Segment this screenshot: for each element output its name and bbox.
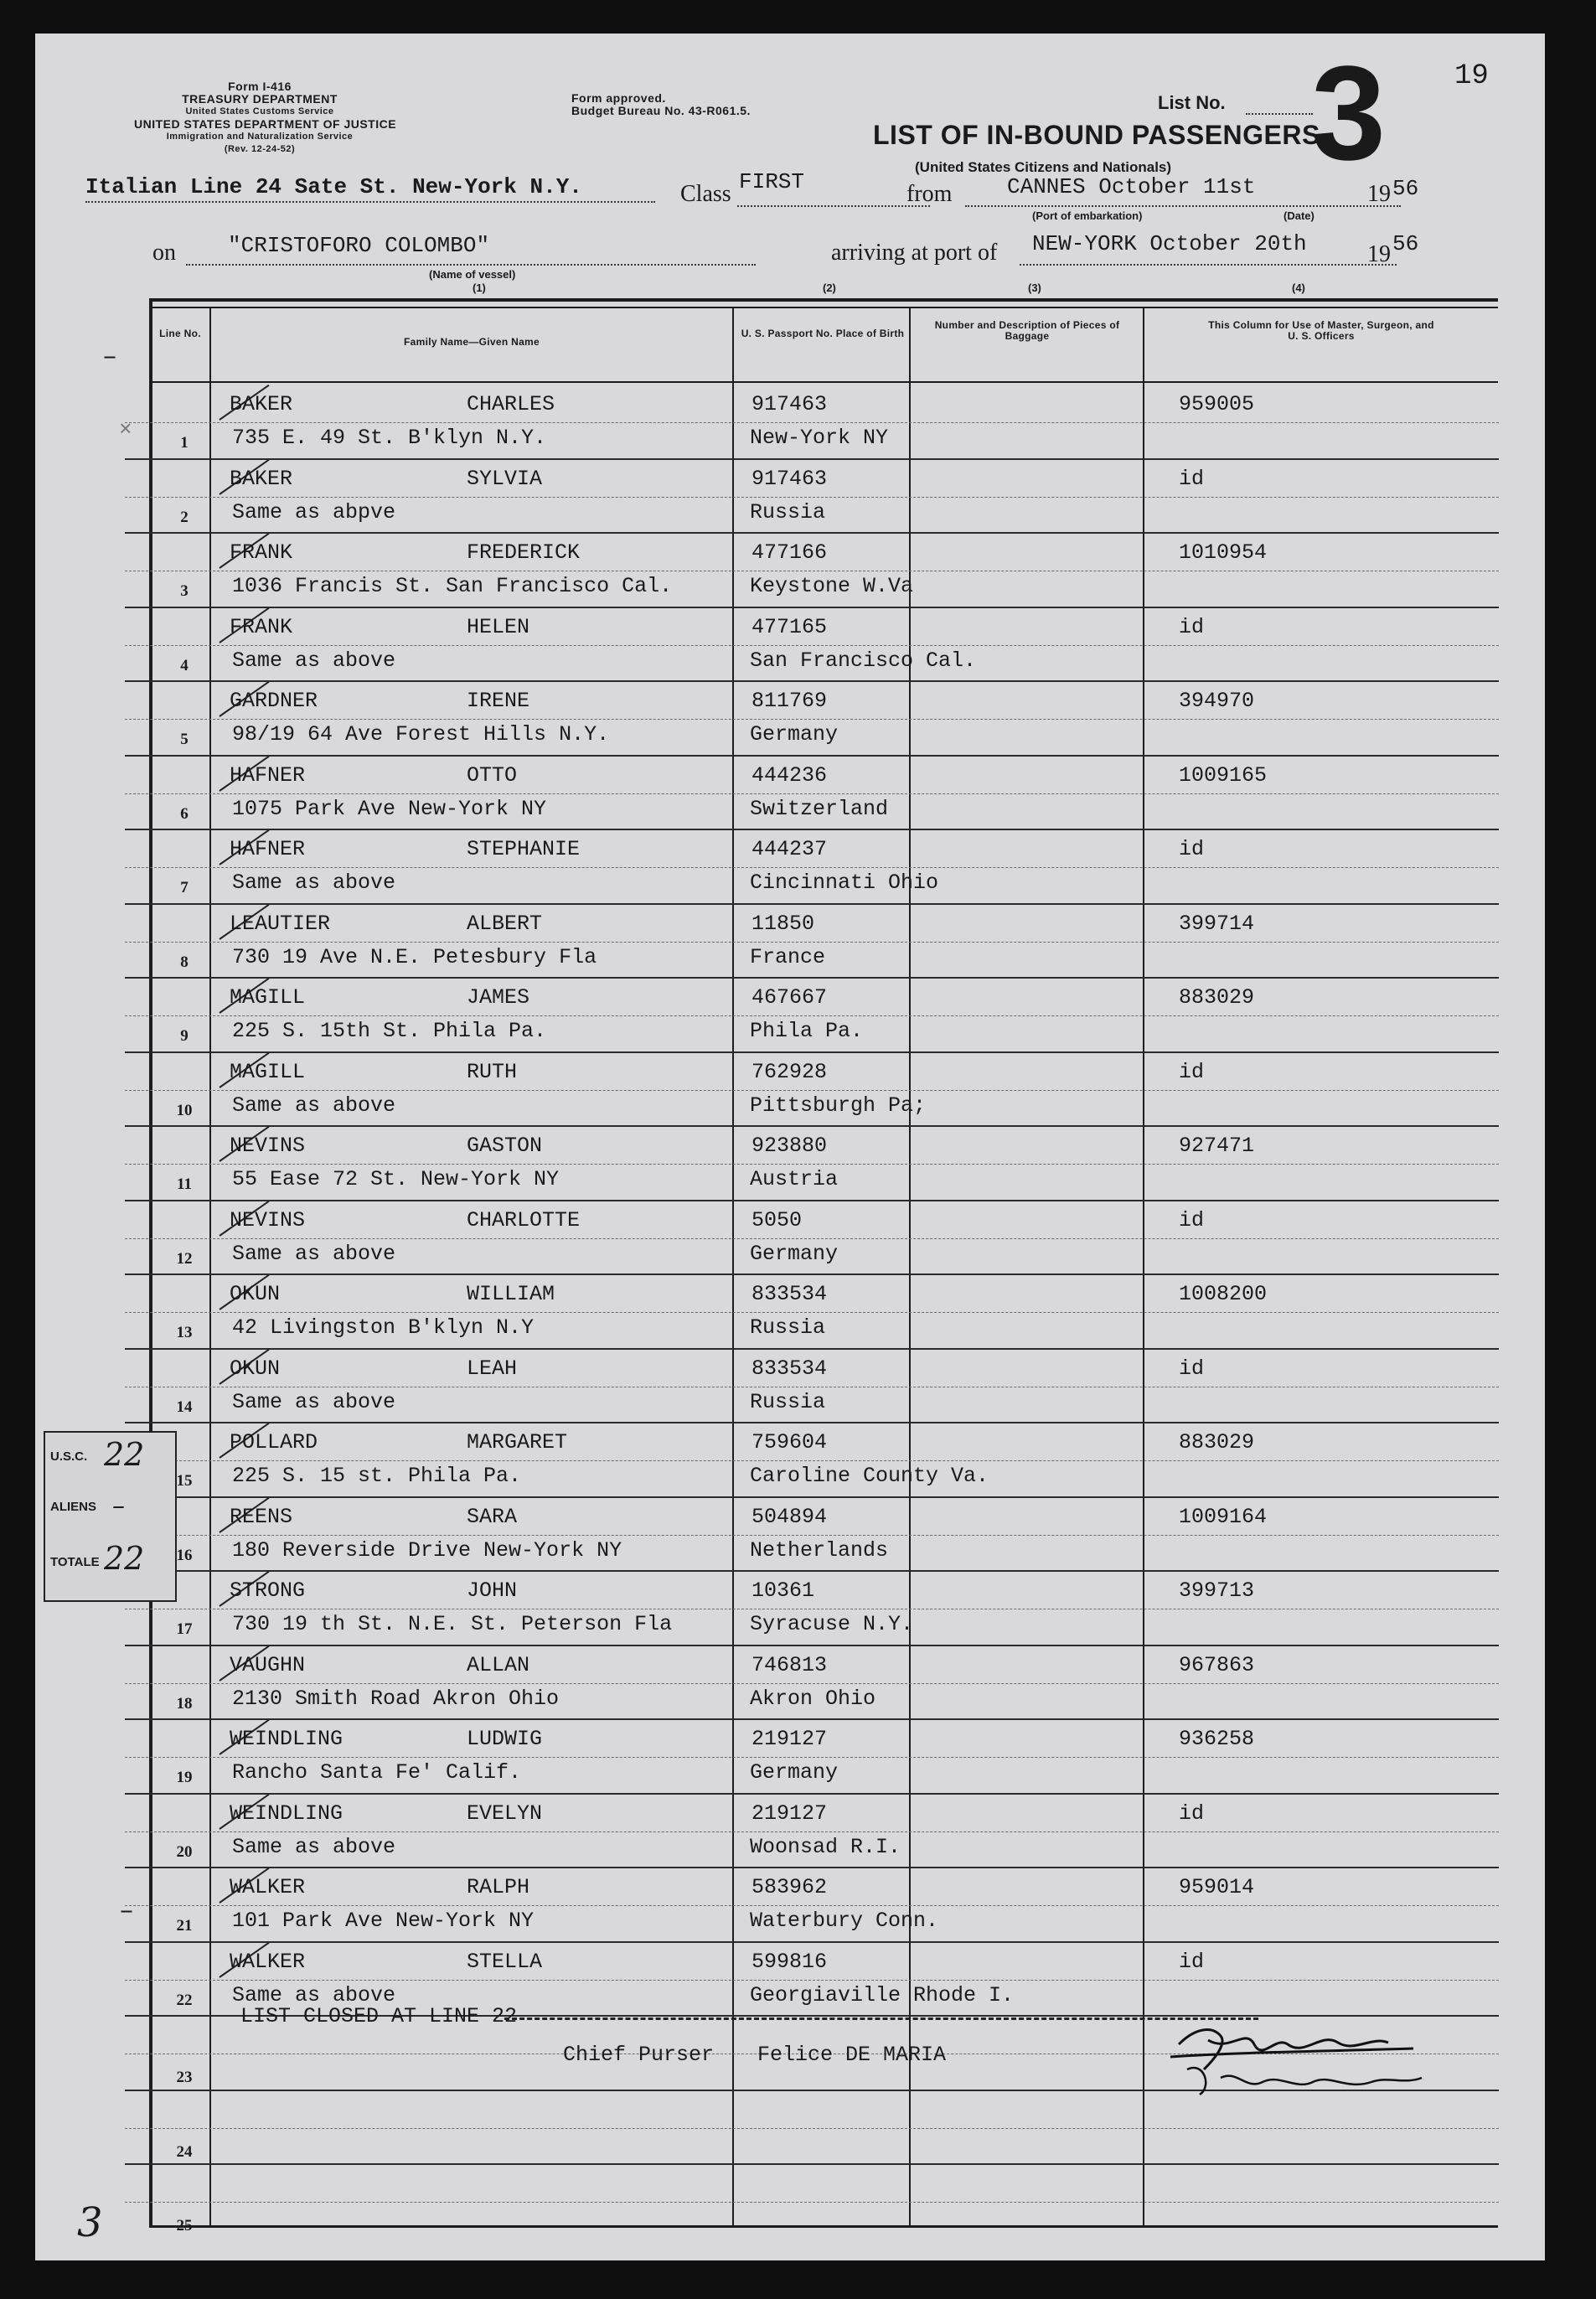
arrival-dots — [1020, 264, 1397, 266]
officer-annotation: id — [1179, 1207, 1205, 1232]
home-address: Same as above — [232, 1834, 396, 1859]
family-name: BAKER — [230, 392, 293, 416]
row-mid-line — [125, 645, 1499, 646]
row-separator — [125, 903, 1499, 905]
row-separator — [125, 1793, 1499, 1795]
row-mid-line — [125, 793, 1499, 794]
list-closed-text: LIST CLOSED AT LINE 22 — [240, 2004, 518, 2028]
port-embarkation-caption: (Port of embarkation) — [1032, 209, 1143, 222]
line-number: 3 — [180, 582, 189, 600]
chief-purser-label: Chief Purser — [563, 2043, 715, 2067]
usc-value: 22 — [104, 1436, 145, 1473]
family-name: LEAUTIER — [230, 911, 331, 936]
home-address: 2130 Smith Road Akron Ohio — [232, 1686, 560, 1711]
given-name: LUDWIG — [467, 1727, 543, 1751]
home-address: 180 Reverside Drive New-York NY — [232, 1537, 622, 1563]
margin-dash-2: – — [119, 1898, 135, 1926]
home-address: 98/19 64 Ave Forest Hills N.Y. — [232, 722, 610, 747]
family-name: MAGILL — [230, 1059, 306, 1084]
row-separator — [125, 1718, 1499, 1720]
home-address: 225 S. 15 st. Phila Pa. — [232, 1464, 522, 1488]
row-separator — [125, 1422, 1499, 1423]
col-name-rule — [732, 307, 734, 2225]
line-number: 24 — [176, 2142, 193, 2161]
officer-annotation: 883029 — [1179, 1430, 1255, 1454]
total-label: TOTALE — [50, 1555, 100, 1569]
list-no-label: List No. — [1158, 92, 1226, 113]
line-number: 19 — [176, 1769, 193, 1786]
row-mid-line — [125, 2202, 1499, 2203]
budget-bureau: Budget Bureau No. 43-R061.5. — [571, 104, 751, 117]
line-number: 4 — [180, 656, 189, 674]
row-separator — [125, 829, 1499, 830]
from-dots — [965, 205, 1401, 207]
place-of-birth: Switzerland — [750, 796, 889, 821]
usc-label: U.S.C. — [50, 1449, 88, 1464]
row-separator — [125, 458, 1499, 460]
class-label: Class — [680, 181, 731, 207]
home-address: Same as above — [232, 1093, 396, 1118]
place-of-birth: Caroline County Va. — [750, 1464, 989, 1488]
family-name: FRANK — [230, 540, 293, 565]
home-address: Same as above — [232, 1389, 396, 1414]
given-name: SYLVIA — [467, 466, 543, 491]
row-mid-line — [125, 719, 1499, 720]
class-value: FIRST — [739, 169, 805, 194]
line-number: 18 — [176, 1694, 193, 1713]
row-mid-line — [125, 1164, 1499, 1165]
row-separator — [125, 1051, 1499, 1053]
place-of-birth: Cincinnati Ohio — [750, 871, 939, 895]
line-number: 2 — [180, 508, 189, 526]
passport-number: 746813 — [752, 1652, 828, 1677]
officer-annotation: id — [1179, 1949, 1205, 1974]
col-line-rule — [209, 307, 211, 2225]
place-of-birth: Syracuse N.Y. — [750, 1612, 914, 1636]
row-separator — [125, 1867, 1499, 1868]
home-address: 55 Ease 72 St. New-York NY — [232, 1167, 560, 1191]
place-of-birth: Netherlands — [750, 1537, 889, 1563]
family-name: POLLARD — [230, 1430, 318, 1454]
row-separator — [125, 1645, 1499, 1646]
line-number: 5 — [180, 731, 189, 748]
row-mid-line — [125, 1312, 1499, 1313]
place-of-birth: Austria — [750, 1167, 839, 1191]
given-name: CHARLES — [467, 392, 555, 416]
line-number: 11 — [177, 1175, 192, 1193]
total-value: 22 — [104, 1540, 145, 1577]
row-separator — [125, 1496, 1499, 1498]
given-name: IRENE — [467, 689, 530, 713]
given-name: STELLA — [467, 1949, 543, 1974]
col-header-baggage: Number and Description of Pieces of Baggage — [934, 319, 1120, 342]
row-separator — [125, 1125, 1499, 1127]
col-baggage-rule — [1143, 307, 1144, 2225]
place-of-birth: San Francisco Cal. — [750, 648, 977, 673]
officer-annotation: id — [1179, 1356, 1205, 1381]
officer-annotation: 1010954 — [1179, 540, 1268, 565]
place-of-birth: France — [750, 944, 826, 969]
given-name: GASTON — [467, 1134, 543, 1158]
col-header-line: Line No. — [159, 328, 201, 339]
passport-number: 219127 — [752, 1800, 828, 1826]
place-of-birth: Pittsburgh Pa; — [750, 1093, 927, 1118]
margin-note: 3 — [77, 2199, 103, 2246]
line-number: 9 — [180, 1027, 189, 1045]
row-mid-line — [125, 422, 1499, 423]
officer-annotation: 394970 — [1179, 689, 1255, 713]
passport-number: 923880 — [752, 1134, 828, 1158]
caption-3: (3) — [1028, 282, 1041, 294]
family-name: HAFNER — [230, 837, 306, 861]
family-name: NEVINS — [230, 1134, 306, 1158]
col-header-officers: This Column for Use of Master, Surgeon, and U. S. Officers — [1208, 319, 1434, 342]
officer-annotation: 883029 — [1179, 985, 1255, 1010]
row-separator — [125, 680, 1499, 682]
page-number: 19 — [1454, 60, 1489, 92]
passport-number: 917463 — [752, 466, 828, 491]
col-header-passport: U. S. Passport No. Place of Birth — [741, 328, 905, 339]
margin-x-mark: × — [119, 417, 132, 442]
row-mid-line — [125, 1238, 1499, 1239]
family-name: WALKER — [230, 1949, 306, 1974]
purser-signature — [1162, 2011, 1438, 2103]
home-address: 1075 Park Ave New-York NY — [232, 796, 547, 821]
line-number: 16 — [176, 1546, 193, 1564]
line-number: 6 — [180, 804, 189, 823]
passport-number: 467667 — [752, 985, 828, 1010]
home-address: Rancho Santa Fe' Calif. — [232, 1760, 522, 1785]
tally-box — [44, 1431, 177, 1602]
row-mid-line — [125, 942, 1499, 943]
passport-number: 5050 — [752, 1207, 803, 1232]
passport-number: 11850 — [752, 911, 815, 936]
row-separator — [125, 532, 1499, 534]
passport-number: 477165 — [752, 614, 828, 639]
family-name: FRANK — [230, 614, 293, 639]
given-name: JAMES — [467, 985, 530, 1010]
vessel-dots — [186, 264, 756, 266]
list-number: 3 — [1311, 38, 1386, 188]
line-number: 13 — [176, 1324, 193, 1341]
line-number: 1 — [180, 434, 189, 452]
row-mid-line — [125, 1535, 1499, 1536]
home-address: 1036 Francis St. San Francisco Cal. — [232, 574, 673, 598]
family-name: WEINDLING — [230, 1800, 343, 1826]
given-name: HELEN — [467, 614, 530, 639]
row-mid-line — [125, 1831, 1499, 1832]
line-number: 7 — [180, 879, 189, 896]
home-address: Same as above — [232, 1982, 396, 2007]
family-name: HAFNER — [230, 762, 306, 788]
officer-annotation: id — [1179, 466, 1205, 491]
passport-number: 833534 — [752, 1356, 828, 1381]
approval-block — [571, 92, 751, 117]
form-subtitle: (United States Citizens and Nationals) — [915, 159, 1172, 175]
home-address: Same as above — [232, 1241, 396, 1266]
table-top-rule — [149, 298, 1498, 302]
family-name: REENS — [230, 1504, 293, 1529]
officer-annotation: 1009165 — [1179, 762, 1268, 788]
home-address: Same as abpve — [232, 499, 396, 524]
row-separator — [125, 755, 1499, 757]
passport-number: 504894 — [752, 1504, 828, 1529]
row-mid-line — [125, 1460, 1499, 1461]
line-number: 25 — [176, 2217, 193, 2234]
family-name: OKUN — [230, 1282, 281, 1306]
officer-annotation: 967863 — [1179, 1652, 1255, 1677]
row-mid-line — [125, 1905, 1499, 1906]
header-bottom-rule — [149, 381, 1498, 383]
row-mid-line — [125, 497, 1499, 498]
treasury-dept: TREASURY DEPARTMENT — [182, 92, 338, 106]
given-name: JOHN — [467, 1578, 518, 1603]
list-no-dots — [1246, 113, 1313, 115]
family-name: VAUGHN — [230, 1652, 306, 1677]
given-name: ALLAN — [467, 1652, 530, 1677]
place-of-birth: Keystone W.Va — [750, 574, 914, 598]
home-address: 735 E. 49 St. B'klyn N.Y. — [232, 426, 547, 450]
passport-number: 583962 — [752, 1875, 828, 1899]
home-address: Same as above — [232, 648, 396, 673]
passport-number: 444237 — [752, 837, 828, 861]
passport-number: 759604 — [752, 1430, 828, 1454]
vessel-caption: (Name of vessel) — [429, 268, 516, 281]
passport-number: 833534 — [752, 1282, 828, 1306]
passport-number: 10361 — [752, 1578, 815, 1603]
given-name: CHARLOTTE — [467, 1207, 581, 1232]
place-of-birth: Georgiaville Rhode I. — [750, 1982, 1015, 2007]
form-approved: Form approved. — [571, 91, 666, 105]
place-of-birth: Russia — [750, 499, 826, 524]
list-closed-dash — [504, 2017, 1258, 2020]
row-separator — [125, 2163, 1499, 2165]
place-of-birth: Russia — [750, 1315, 826, 1340]
place-of-birth: Akron Ohio — [750, 1686, 876, 1711]
line-number: 20 — [176, 1842, 193, 1861]
officer-annotation: id — [1179, 1800, 1205, 1826]
given-name: LEAH — [467, 1356, 518, 1381]
home-address: 730 19 th St. N.E. St. Peterson Fla — [232, 1612, 673, 1636]
given-name: ALBERT — [467, 911, 543, 936]
vessel-name: "CRISTOFORO COLOMBO" — [228, 233, 490, 258]
row-mid-line — [125, 1757, 1499, 1758]
year-prefix-from: 19 — [1367, 181, 1391, 207]
table-bottom-rule — [149, 2225, 1498, 2228]
row-mid-line — [125, 1980, 1499, 1981]
row-mid-line — [125, 1683, 1499, 1684]
line-number: 15 — [176, 1472, 193, 1490]
given-name: RUTH — [467, 1059, 518, 1084]
family-name: STRONG — [230, 1578, 306, 1603]
row-separator — [125, 1200, 1499, 1201]
passport-number: 762928 — [752, 1059, 828, 1084]
date-caption: (Date) — [1284, 209, 1315, 222]
home-address: 42 Livingston B'klyn N.Y — [232, 1315, 535, 1340]
officer-annotation: 936258 — [1179, 1727, 1255, 1751]
arriving-label: arriving at port of — [831, 240, 998, 266]
passport-number: 219127 — [752, 1727, 828, 1751]
line-number: 22 — [176, 1991, 193, 2009]
aliens-label: ALIENS — [50, 1500, 97, 1514]
table-top-rule-2 — [149, 307, 1498, 308]
agency-block — [134, 80, 397, 156]
officer-annotation: 1009164 — [1179, 1504, 1268, 1529]
family-name: NEVINS — [230, 1207, 306, 1232]
caption-2: (2) — [823, 282, 836, 294]
place-of-birth: Germany — [750, 1760, 839, 1785]
place-of-birth: Phila Pa. — [750, 1019, 864, 1043]
line-number: 21 — [176, 1917, 193, 1935]
from-value: CANNES October 11st — [1007, 174, 1256, 199]
year-arrive: 56 — [1392, 231, 1419, 256]
place-of-birth: New-York NY — [750, 426, 889, 450]
passport-number: 599816 — [752, 1949, 828, 1974]
given-name: EVELYN — [467, 1800, 543, 1826]
officer-annotation: 927471 — [1179, 1134, 1255, 1158]
chief-purser-name: Felice DE MARIA — [757, 2043, 947, 2067]
place-of-birth: Waterbury Conn. — [750, 1909, 939, 1933]
from-label: from — [906, 181, 953, 207]
row-separator — [125, 1273, 1499, 1275]
given-name: FREDERICK — [467, 540, 581, 565]
col-header-name: Family Name—Given Name — [404, 336, 540, 348]
table-left-rule — [149, 298, 152, 2225]
form-title: LIST OF IN-BOUND PASSENGERS — [873, 120, 1320, 150]
line-number: 17 — [176, 1620, 193, 1638]
row-separator — [125, 1570, 1499, 1572]
given-name: OTTO — [467, 762, 518, 788]
given-name: STEPHANIE — [467, 837, 581, 861]
officer-annotation: id — [1179, 614, 1205, 639]
on-label: on — [152, 240, 176, 266]
passport-number: 917463 — [752, 392, 828, 416]
row-mid-line — [125, 2128, 1499, 2129]
row-separator — [125, 1941, 1499, 1943]
line-number: 12 — [176, 1249, 193, 1268]
family-name: BAKER — [230, 466, 293, 491]
row-mid-line — [125, 1015, 1499, 1016]
row-separator — [125, 607, 1499, 608]
officer-annotation: id — [1179, 837, 1205, 861]
place-of-birth: Germany — [750, 1241, 839, 1266]
given-name: RALPH — [467, 1875, 530, 1899]
manifest-sheet — [35, 34, 1545, 2260]
home-address: 225 S. 15th St. Phila Pa. — [232, 1019, 547, 1043]
passport-number: 444236 — [752, 762, 828, 788]
family-name: GARDNER — [230, 689, 318, 713]
line-number: 8 — [180, 953, 189, 971]
line-number: 14 — [176, 1397, 193, 1416]
shipping-line-agent: Italian Line 24 Sate St. New-York N.Y. — [85, 174, 582, 199]
place-of-birth: Germany — [750, 722, 839, 747]
year-from: 56 — [1392, 176, 1419, 201]
officer-annotation: 399714 — [1179, 911, 1255, 936]
officer-annotation: id — [1179, 1059, 1205, 1084]
revision-date: (Rev. 12-24-52) — [224, 144, 296, 154]
year-prefix-arrive: 19 — [1367, 241, 1391, 267]
family-name: MAGILL — [230, 985, 306, 1010]
line-number: 10 — [176, 1101, 193, 1119]
place-of-birth: Russia — [750, 1389, 826, 1414]
row-mid-line — [125, 867, 1499, 868]
officer-annotation: 959014 — [1179, 1875, 1255, 1899]
home-address: Same as above — [232, 871, 396, 895]
passport-number: 477166 — [752, 540, 828, 565]
form-number: Form I-416 — [228, 80, 292, 93]
arrival-value: NEW-YORK October 20th — [1032, 231, 1307, 256]
family-name: OKUN — [230, 1356, 281, 1381]
customs-service: United States Customs Service — [185, 106, 334, 116]
family-name: WALKER — [230, 1875, 306, 1899]
passport-number: 811769 — [752, 689, 828, 713]
ins-service: Immigration and Naturalization Service — [166, 132, 354, 142]
line-number: 23 — [176, 2069, 193, 2086]
agent-underline — [85, 201, 655, 203]
given-name: MARGARET — [467, 1430, 568, 1454]
officer-annotation: 959005 — [1179, 392, 1255, 416]
margin-dash-1: – — [102, 344, 118, 372]
place-of-birth: Woonsad R.I. — [750, 1834, 901, 1859]
officer-annotation: 399713 — [1179, 1578, 1255, 1603]
row-separator — [125, 977, 1499, 979]
aliens-value: – — [112, 1491, 125, 1521]
caption-1: (1) — [473, 282, 486, 294]
row-mid-line — [125, 1090, 1499, 1091]
given-name: WILLIAM — [467, 1282, 555, 1306]
family-name: WEINDLING — [230, 1727, 343, 1751]
justice-dept: UNITED STATES DEPARTMENT OF JUSTICE — [134, 117, 397, 131]
caption-4: (4) — [1292, 282, 1305, 294]
row-separator — [125, 1348, 1499, 1350]
home-address: 730 19 Ave N.E. Petesbury Fla — [232, 944, 597, 969]
given-name: SARA — [467, 1504, 518, 1529]
home-address: 101 Park Ave New-York NY — [232, 1909, 535, 1933]
officer-annotation: 1008200 — [1179, 1282, 1268, 1306]
class-dots — [737, 205, 930, 207]
